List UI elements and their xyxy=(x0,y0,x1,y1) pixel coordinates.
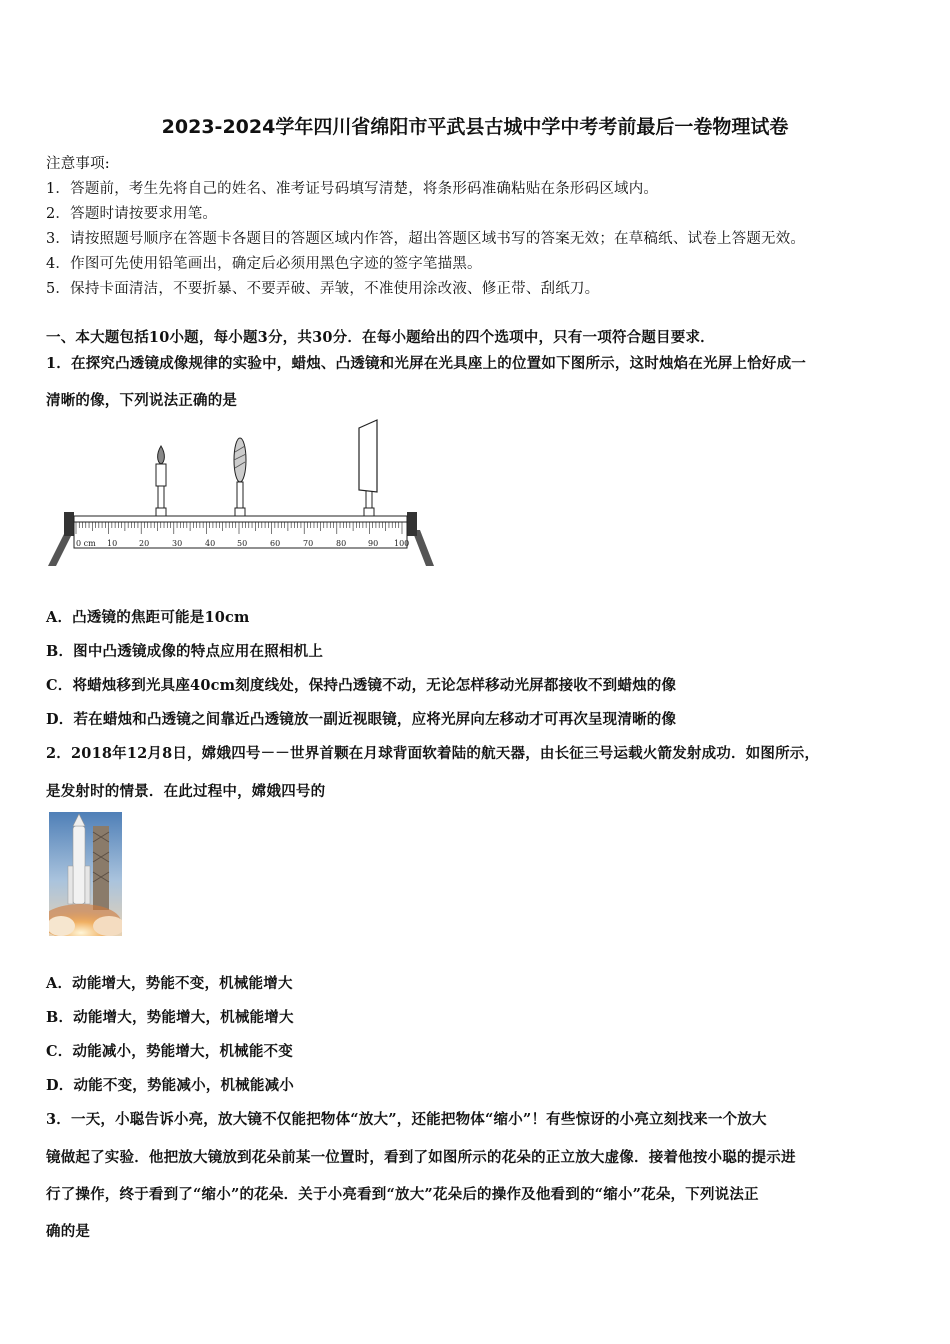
bench-rail xyxy=(74,516,407,522)
tick-label: 90 xyxy=(368,539,379,548)
q2-option: D．动能不变，势能减小，机械能减小 xyxy=(46,1077,294,1094)
tick-label: 80 xyxy=(336,539,347,548)
tick-label: 30 xyxy=(172,539,183,548)
q1-option: A．凸透镜的焦距可能是10cm xyxy=(46,609,250,626)
q1-option: D．若在蜡烛和凸透镜之间靠近凸透镜放一副近视眼镜，应将光屏向左移动才可再次呈现清晰的像 xyxy=(46,711,677,728)
candle-stand xyxy=(158,486,164,508)
q2-option: C．动能减小，势能增大，机械能不变 xyxy=(46,1043,293,1060)
q2-option: B．动能增大，势能增大，机械能增大 xyxy=(46,1009,294,1026)
q3-stem-line: 镜做起了实验．他把放大镜放到花朵前某一位置时，看到了如图所示的花朵的正立放大虚像．接着他按小聪的提示进 xyxy=(46,1149,796,1166)
tick-label: 60 xyxy=(270,539,281,548)
section-heading: 一、本大题包括10小题，每小题3分，共30分．在每小题给出的四个选项中，只有一项符合题目要求． xyxy=(46,329,715,346)
tick-label: 40 xyxy=(205,539,216,548)
candle-base xyxy=(156,508,166,516)
q3-stem-line: 行了操作，终于看到了“缩小”的花朵．关于小亮看到“放大”花朵后的操作及他看到的“缩小”花朵，下列说法正 xyxy=(46,1186,759,1203)
page-title: 2023-2024学年四川省绵阳市平武县古城中学中考考前最后一卷物理试卷 xyxy=(161,116,789,138)
q2-stem-line: 是发射时的情景．在此过程中，嫦娥四号的 xyxy=(46,783,326,800)
notice-item: 1．答题前，考生先将自己的姓名、准考证号码填写清楚，将条形码准确粘贴在条形码区域内。 xyxy=(46,181,659,197)
screen-base xyxy=(364,508,374,516)
screen-icon xyxy=(359,420,377,492)
lens-stand xyxy=(237,482,243,508)
notice-item: 5．保持卡面清洁，不要折暴、不要弄破、弄皱，不准使用涂改液、修正带、刮纸刀。 xyxy=(46,281,600,297)
candle xyxy=(156,446,166,516)
tick-label: 70 xyxy=(303,539,314,548)
notice-item: 4．作图可先使用铅笔画出，确定后必须用黑色字迹的签字笔描黑。 xyxy=(46,256,482,272)
launch-tower xyxy=(93,826,109,910)
q1-option: C．将蜡烛移到光具座40cm刻度线处，保持凸透镜不动，无论怎样移动光屏都接收不到蜡烛的像 xyxy=(46,677,677,694)
q2-stem-line: 2．2018年12月8日，嫦娥四号－－世界首颗在月球背面软着陆的航天器，由长征三号运载火箭发射成功．如图所示， xyxy=(46,745,820,762)
convex-lens xyxy=(234,438,246,516)
q3-stem-line: 确的是 xyxy=(46,1223,91,1240)
left-clamp xyxy=(64,512,74,536)
notice-item: 2．答题时请按要求用笔。 xyxy=(46,206,218,222)
q2-option: A．动能增大，势能不变，机械能增大 xyxy=(46,975,293,992)
lens-base xyxy=(235,508,245,516)
light-screen xyxy=(359,420,377,516)
notice-item: 3．请按照题号顺序在答题卡各题目的答题区域内作答，超出答题区域书写的答案无效；在草稿纸、试卷上答题无效。 xyxy=(46,231,806,247)
tick-label: 0 cm xyxy=(76,539,96,548)
optical-bench-figure xyxy=(44,416,444,576)
tick-label: 20 xyxy=(139,539,150,548)
right-clamp xyxy=(407,512,417,536)
tick-label: 10 xyxy=(107,539,118,548)
q1-option: B．图中凸透镜成像的特点应用在照相机上 xyxy=(46,643,324,660)
q3-stem-line: 3．一天，小聪告诉小亮，放大镜不仅能把物体“放大”，还能把物体“缩小”！有些惊讶的小亮立刻找来一个放大 xyxy=(46,1111,767,1128)
notice-heading: 注意事项: xyxy=(46,156,110,172)
rocket-icon xyxy=(73,826,85,904)
tick-label: 100 xyxy=(394,539,410,548)
q1-stem-line: 1．在探究凸透镜成像规律的实验中，蜡烛、凸透镜和光屏在光具座上的位置如下图所示，这时烛焰在光屏上恰好成一 xyxy=(46,355,806,372)
q1-stem-line: 清晰的像，下列说法正确的是 xyxy=(46,392,238,409)
lens-icon xyxy=(234,438,246,482)
rocket-launch-image xyxy=(49,812,122,936)
candle-body xyxy=(156,464,166,486)
tick-label: 50 xyxy=(237,539,248,548)
flame-icon xyxy=(158,446,165,464)
